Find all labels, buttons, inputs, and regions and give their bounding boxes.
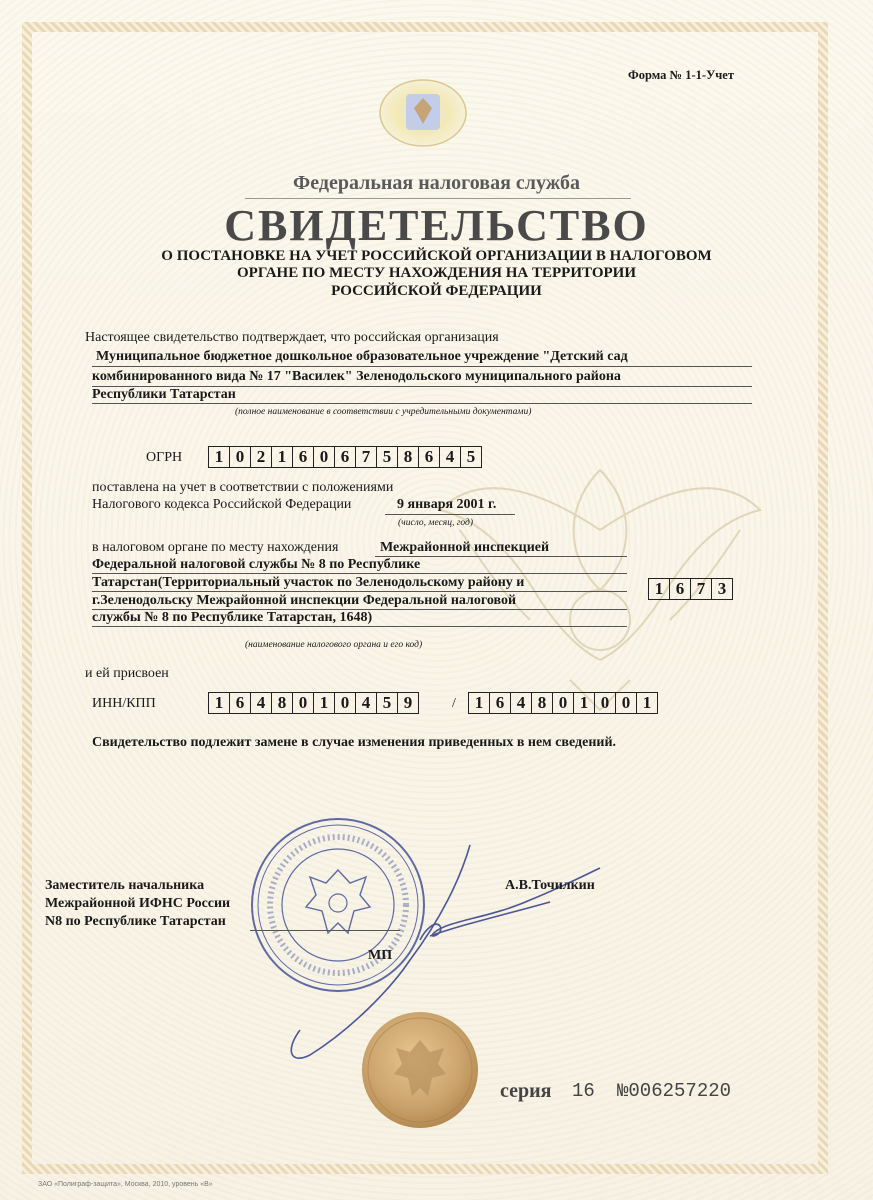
org-name-note: (полное наименование в соответствии с учредительными документами) [235, 407, 532, 417]
inn-digit-boxes [208, 692, 419, 714]
date-rule [385, 514, 515, 515]
ogrn-digit: 2 [251, 447, 272, 467]
authority-code-digit: 1 [649, 579, 670, 599]
inn-digit: 1 [209, 693, 230, 713]
org-name-line-3: Республики Татарстан [92, 387, 236, 402]
ogrn-digit: 5 [466, 447, 476, 466]
kpp-digit: 0 [616, 693, 637, 713]
authority-code-boxes [648, 578, 733, 600]
kpp-separator: / [452, 696, 456, 711]
kpp-digit: 1 [574, 693, 595, 713]
authority-rule-2 [92, 573, 627, 574]
ogrn-digit: 6 [419, 447, 440, 467]
kpp-digit: 0 [553, 693, 574, 713]
subtitle-line-1: О ПОСТАНОВКЕ НА УЧЕТ РОССИЙСКОЙ ОРГАНИЗАЦИИ В НАЛОГОВОМ [161, 248, 712, 264]
mp-label: МП [368, 948, 393, 963]
ogrn-digit: 1 [272, 447, 293, 467]
inn-digit: 0 [293, 693, 314, 713]
gold-seal [360, 1010, 480, 1130]
ogrn-digit: 0 [314, 447, 335, 467]
registered-line-2: Налогового кодекса Российской Федерации [92, 497, 352, 512]
certificate-number: №006257220 [617, 1080, 732, 1102]
intro-text: Настоящее свидетельство подтверждает, что российская организация [85, 330, 499, 345]
kpp-digit: 4 [511, 693, 532, 713]
kpp-digit: 0 [595, 693, 616, 713]
ogrn-digit: 8 [398, 447, 419, 467]
registration-date: 9 января 2001 г. [397, 497, 497, 512]
signatory-title-line-2: Межрайонной ИФНС России [45, 896, 231, 911]
date-note: (число, месяц, год) [398, 518, 474, 528]
inn-digit: 8 [272, 693, 293, 713]
signature-rule [250, 930, 400, 931]
kpp-digit: 1 [642, 693, 652, 712]
inn-digit: 5 [377, 693, 398, 713]
authority-line-1: Межрайонной инспекцией [380, 540, 550, 555]
kpp-digit: 6 [490, 693, 511, 713]
authority-intro: в налоговом органе по месту нахождения [92, 540, 339, 555]
authority-note: (наименование налогового органа и его код) [245, 640, 423, 650]
ogrn-digit: 1 [209, 447, 230, 467]
inn-kpp-label: ИНН/КПП [92, 696, 156, 711]
inn-digit: 6 [230, 693, 251, 713]
org-name-line-1: Муниципальное бюджетное дошкольное образовательное учреждение "Детский сад [96, 349, 628, 364]
inn-digit: 9 [403, 693, 413, 712]
subtitle-line-2: ОРГАНЕ ПО МЕСТУ НАХОЖДЕНИЯ НА ТЕРРИТОРИИ [236, 265, 636, 281]
authority-rule-5 [92, 626, 627, 627]
authority-line-2: Федеральной налоговой службы № 8 по Республике [92, 557, 421, 572]
ogrn-digit: 6 [293, 447, 314, 467]
inn-digit: 0 [335, 693, 356, 713]
signatory-title-line-1: Заместитель начальника [45, 878, 205, 893]
authority-code-digit: 3 [717, 579, 727, 598]
authority-line-5: службы № 8 по Республике Татарстан, 1648) [92, 610, 373, 625]
authority-code-digit: 7 [691, 579, 712, 599]
org-line-1-rule [92, 366, 752, 367]
series-value: 16 [572, 1080, 595, 1102]
certificate-title: СВИДЕТЕЛЬСТВО [224, 201, 649, 250]
printer-footer: ЗАО «Полиграф-защита», Москва, 2010, уровень «В» [38, 1181, 213, 1188]
authority-code-digit: 6 [670, 579, 691, 599]
authority-line-3: Татарстан(Территориальный участок по Зеленодольскому району и [92, 575, 525, 590]
kpp-digit-boxes [468, 692, 658, 714]
ogrn-digit: 6 [335, 447, 356, 467]
agency-underline [245, 198, 631, 199]
authority-rule-3 [92, 591, 627, 592]
ogrn-digit: 5 [377, 447, 398, 467]
form-label: Форма № 1-1-Учет [628, 68, 734, 82]
inn-digit: 4 [356, 693, 377, 713]
authority-line-4: г.Зеленодольску Межрайонной инспекции Федеральной налоговой [92, 593, 517, 608]
inn-digit: 1 [314, 693, 335, 713]
replacement-note: Свидетельство подлежит замене в случае изменения приведенных в нем сведений. [92, 735, 617, 750]
emblem-hologram [378, 78, 468, 148]
kpp-digit: 8 [532, 693, 553, 713]
registered-line-1: поставлена на учет в соответствии с положениями [92, 480, 394, 495]
inn-digit: 4 [251, 693, 272, 713]
assigned-text: и ей присвоен [85, 666, 169, 681]
subtitle-line-3: РОССИЙСКОЙ ФЕДЕРАЦИИ [331, 283, 542, 299]
signatory-name: А.В.Точилкин [505, 878, 595, 893]
org-name-line-2: комбинированного вида № 17 "Василек" Зеленодольского муниципального района [92, 369, 621, 384]
ogrn-digit-boxes [208, 446, 482, 468]
ogrn-label: ОГРН [146, 450, 183, 465]
agency-name: Федеральная налоговая служба [293, 172, 580, 194]
ogrn-digit: 4 [440, 447, 461, 467]
ogrn-digit: 7 [356, 447, 377, 467]
signatory-title-line-3: N8 по Республике Татарстан [45, 914, 226, 929]
org-line-3-rule [92, 403, 752, 404]
ogrn-digit: 0 [230, 447, 251, 467]
kpp-digit: 1 [469, 693, 490, 713]
series-label: серия [500, 1080, 552, 1102]
